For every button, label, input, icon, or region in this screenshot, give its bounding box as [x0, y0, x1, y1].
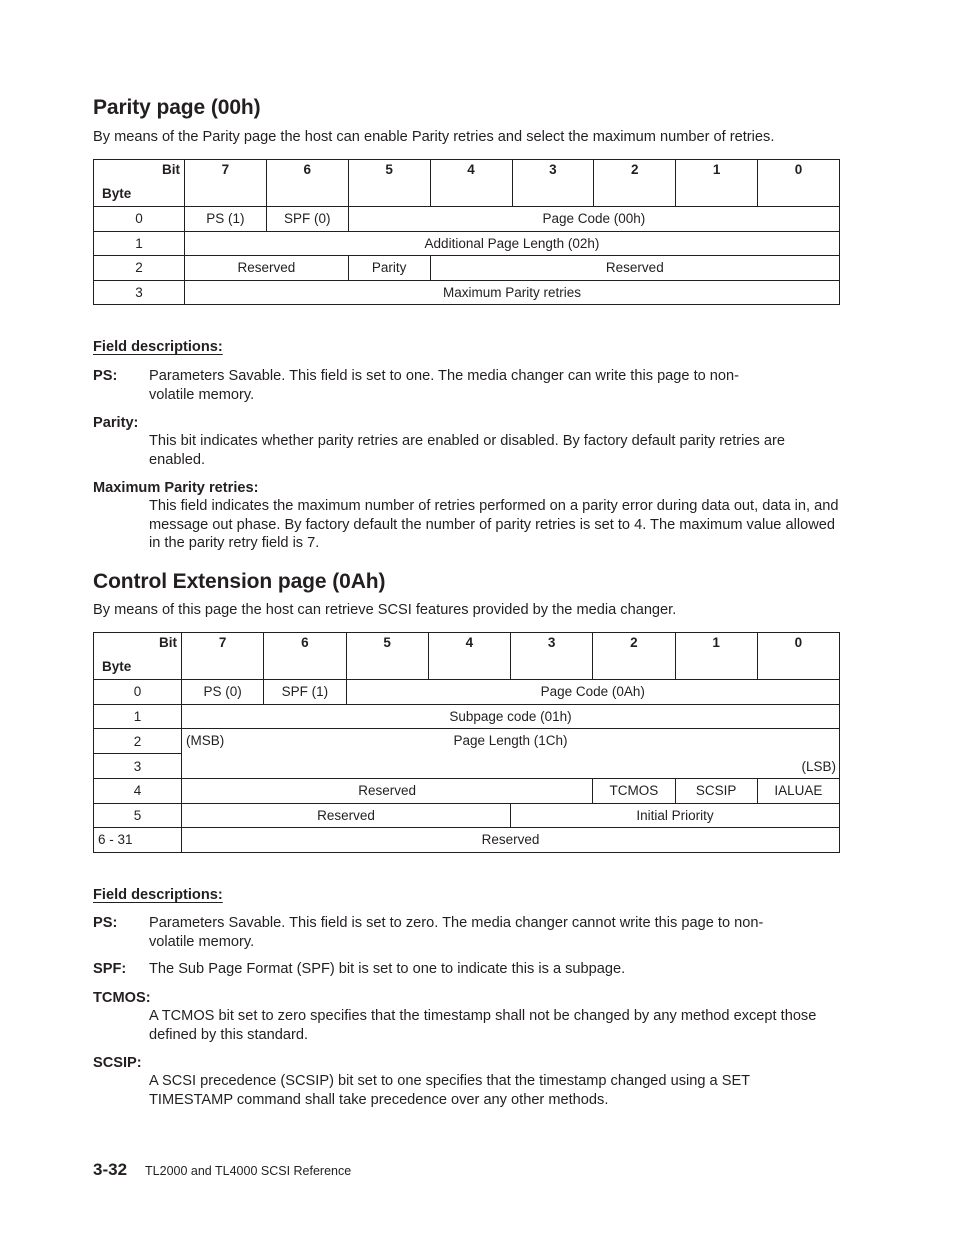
bit-header: 5 — [346, 633, 428, 680]
table-cell: SCSIP — [675, 779, 757, 804]
field-term: Parity: — [93, 415, 139, 431]
field-desc: This field indicates the maximum number of retries performed on a parity error during data out, data in, and message out phase. By factory default the number of parity retries is set to 4. The maximum value allowed in the parity retry field is 7. — [149, 498, 839, 551]
table-row — [94, 729, 840, 754]
byte-number: 3 — [94, 754, 182, 779]
byte-number: 0 — [94, 207, 185, 232]
table-row — [94, 231, 840, 256]
field-term: SCSIP: — [93, 1055, 142, 1071]
table-cell: Page Code (00h) — [348, 207, 839, 232]
table-cell: SPF (1) — [264, 680, 346, 705]
table-header-row — [94, 633, 840, 680]
parity-page-title: Parity page (00h) — [93, 96, 261, 119]
table-cell: Parity — [348, 256, 430, 281]
bit-byte-header — [94, 160, 185, 207]
field-term: Maximum Parity retries: — [93, 480, 259, 496]
field-description-scsip — [93, 1054, 840, 1109]
bit-header: 0 — [757, 633, 839, 680]
bit-header: 5 — [348, 160, 430, 207]
field-descriptions-heading: Field descriptions: — [93, 339, 223, 355]
msb-label: (MSB) — [186, 733, 225, 748]
table-cell: Maximum Parity retries — [185, 280, 840, 305]
table-cell: IALUAE — [757, 779, 839, 804]
bit-header: 7 — [185, 160, 267, 207]
field-desc: The Sub Page Format (SPF) bit is set to one to indicate this is a subpage. — [149, 961, 626, 977]
bit-byte-header — [94, 633, 182, 680]
bit-header: 0 — [758, 160, 840, 207]
table-cell: PS (0) — [182, 680, 264, 705]
table-header-row — [94, 160, 840, 207]
table-cell: Reserved — [182, 803, 511, 828]
table-cell: SPF (0) — [266, 207, 348, 232]
table-row — [94, 207, 840, 232]
byte-label: Byte — [102, 186, 132, 201]
table-cell: Initial Priority — [511, 803, 840, 828]
table-row — [94, 256, 840, 281]
field-desc: Parameters Savable. This field is set to zero. The media changer cannot write this page to non-volatile memory. — [149, 915, 764, 950]
bit-header: 6 — [266, 160, 348, 207]
byte-number: 6 - 31 — [94, 828, 182, 853]
bit-header: 7 — [182, 633, 264, 680]
byte-number: 4 — [94, 779, 182, 804]
field-desc: This bit indicates whether parity retries are enabled or disabled. By factory default parity retries are enabled. — [149, 433, 785, 468]
field-term: PS: — [93, 915, 118, 931]
table-cell: Reserved — [185, 256, 349, 281]
parity-page-table — [93, 159, 840, 305]
byte-number: 1 — [94, 231, 185, 256]
bit-header: 2 — [593, 633, 675, 680]
byte-number: 5 — [94, 803, 182, 828]
control-extension-page-title: Control Extension page (0Ah) — [93, 570, 386, 593]
table-cell: TCMOS — [593, 779, 675, 804]
bit-label: Bit — [162, 162, 180, 177]
table-row — [94, 680, 840, 705]
table-cell: Additional Page Length (02h) — [185, 231, 840, 256]
table-cell: Page Code (0Ah) — [346, 680, 840, 705]
table-cell: PS (1) — [185, 207, 267, 232]
field-term: PS: — [93, 368, 118, 384]
field-description-ps — [93, 367, 840, 404]
bit-header: 4 — [428, 633, 510, 680]
bit-header: 2 — [594, 160, 676, 207]
byte-label: Byte — [102, 659, 132, 674]
table-cell: Reserved — [182, 779, 593, 804]
document-title: TL2000 and TL4000 SCSI Reference — [145, 1164, 352, 1178]
bit-label: Bit — [159, 635, 177, 650]
byte-number: 1 — [94, 704, 182, 729]
bit-header: 1 — [676, 160, 758, 207]
field-description-parity — [93, 414, 840, 469]
bit-header: 4 — [430, 160, 512, 207]
byte-number: 3 — [94, 280, 185, 305]
byte-number: 2 — [94, 256, 185, 281]
page-number: 3-32 — [93, 1160, 128, 1179]
table-row — [94, 280, 840, 305]
field-description-max-parity-retries — [93, 479, 840, 553]
field-term: TCMOS: — [93, 990, 151, 1006]
page-length-cell — [182, 729, 840, 779]
parity-page-intro: By means of the Parity page the host can enable Parity retries and select the maximum number of retries. — [93, 129, 775, 145]
field-description-ps — [93, 914, 840, 951]
page-footer — [93, 1160, 351, 1180]
lsb-label: (LSB) — [801, 759, 836, 774]
bit-header: 3 — [512, 160, 594, 207]
field-description-spf — [93, 960, 840, 979]
control-extension-page-table — [93, 632, 840, 853]
field-desc: Parameters Savable. This field is set to one. The media changer can write this page to non-volatile memory. — [149, 368, 740, 403]
field-description-tcmos — [93, 989, 840, 1044]
field-term: SPF: — [93, 961, 127, 977]
bit-header: 3 — [511, 633, 593, 680]
table-row — [94, 803, 840, 828]
page-length-label: Page Length (1Ch) — [453, 733, 568, 748]
byte-number: 2 — [94, 729, 182, 754]
table-cell: Reserved — [182, 828, 840, 853]
field-descriptions-heading: Field descriptions: — [93, 887, 223, 903]
byte-number: 0 — [94, 680, 182, 705]
table-cell: Subpage code (01h) — [182, 704, 840, 729]
control-extension-page-intro: By means of this page the host can retrieve SCSI features provided by the media changer. — [93, 602, 677, 618]
field-desc: A SCSI precedence (SCSIP) bit set to one specifies that the timestamp changed using a SET TIMESTAMP command shall take precedence over any other methods. — [149, 1073, 750, 1108]
bit-header: 6 — [264, 633, 346, 680]
bit-header: 1 — [675, 633, 757, 680]
field-desc: A TCMOS bit set to zero specifies that the timestamp shall not be changed by any method except those defined by this standard. — [149, 1008, 817, 1043]
table-cell: Reserved — [430, 256, 839, 281]
table-row — [94, 828, 840, 853]
table-row — [94, 704, 840, 729]
table-row — [94, 779, 840, 804]
